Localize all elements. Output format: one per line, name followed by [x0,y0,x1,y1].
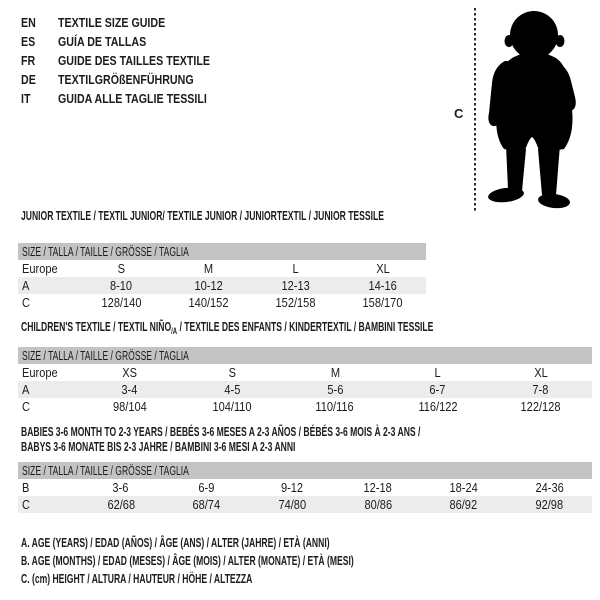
row-label: Europe [22,261,58,276]
age-cell: 14-16 [368,278,397,293]
table-row-height [18,496,592,513]
months-cell: 24-36 [535,480,564,495]
height-cell: 74/80 [278,497,307,512]
height-cell: 128/140 [101,295,142,310]
height-cell: 92/98 [535,497,564,512]
age-cell: 6-7 [429,382,446,397]
months-cell: 3-6 [112,480,129,495]
age-cell: 8-10 [110,278,133,293]
table-header-row [18,243,426,260]
height-marker-label: C [454,106,464,121]
row-label: C [22,295,30,310]
table-row-europe [18,364,592,381]
language-label: TEXTILE SIZE GUIDE [58,15,166,30]
junior-size-table [18,243,426,311]
table-header-row [18,347,592,364]
age-cell: 12-13 [281,278,310,293]
size-cell: L [434,365,441,380]
height-cell: 116/122 [418,399,458,414]
footnote-a: A. AGE (YEARS) / EDAD (AÑOS) / ÂGE (ANS) / ALTER (JAHRE) / ETÀ (ANNI) [21,535,330,550]
age-cell: 10-12 [194,278,223,293]
height-cell: 98/104 [112,399,147,414]
language-row-fr [21,51,243,70]
months-cell: 9-12 [281,480,304,495]
table-row-months [18,479,592,496]
height-cell: 68/74 [192,497,221,512]
height-cell: 140/152 [188,295,229,310]
language-code: FR [21,53,36,68]
language-row-es [21,32,243,51]
babies-table-title-line2 [21,439,437,454]
age-cell: 5-6 [327,382,343,397]
children-size-table [18,347,592,415]
height-cell: 80/86 [364,497,392,512]
language-list [21,13,243,108]
size-cell: M [203,261,214,276]
size-cell: L [292,261,299,276]
size-cell: S [228,365,236,380]
babies-table-title-text1: BABIES 3-6 MONTH TO 2-3 YEARS / BEBÉS 3-6 MESES A 2-3 AÑOS / BÉBÉS 3-6 MOIS À 2-3 ANS / [21,424,421,439]
size-cell: S [117,261,126,276]
babies-table-title-text2: BABYS 3-6 MONATE BIS 2-3 JAHRE / BAMBINI 3-6 MESI A 2-3 ANNI [21,439,296,454]
size-header-label: SIZE / TALLA / TAILLE / GRÖSSE / TAGLIA [22,244,189,259]
row-label: Europe [22,365,58,380]
months-cell: 6-9 [198,480,215,495]
toddler-silhouette-icon [480,9,592,211]
row-label: A [22,382,30,397]
junior-table-title [21,208,571,223]
height-cell: 104/110 [212,399,252,414]
height-dashed-line [474,8,476,213]
months-cell: 18-24 [449,480,478,495]
height-cell: 152/158 [275,295,316,310]
age-cell: 3-4 [121,382,138,397]
table-row-europe [18,260,426,277]
size-header-label: SIZE / TALLA / TAILLE / GRÖSSE / TAGLIA [22,463,189,478]
language-row-it [21,89,243,108]
height-cell: 62/68 [107,497,135,512]
language-code: ES [21,34,36,49]
language-code: DE [21,72,36,87]
height-cell: 158/170 [362,295,403,310]
height-cell: 122/128 [520,399,561,414]
table-row-age [18,277,426,294]
children-table-title [21,319,600,339]
babies-table-title-line1 [21,424,600,439]
babies-size-table [18,462,592,513]
height-cell: 110/116 [315,399,355,414]
months-cell: 12-18 [363,480,392,495]
age-cell: 7-8 [532,382,549,397]
junior-table-title-text: JUNIOR TEXTILE / TEXTIL JUNIOR/ TEXTILE JUNIOR / JUNIORTEXTIL / JUNIOR TESSILE [21,208,384,223]
size-cell: XS [122,365,137,380]
size-header-label: SIZE / TALLA / TAILLE / GRÖSSE / TAGLIA [22,348,189,363]
size-cell: XL [533,365,548,380]
language-label: GUIDE DES TAILLES TEXTILE [58,53,211,68]
table-row-age [18,381,592,398]
nino-a-subscript: /A [171,326,178,336]
age-cell: 4-5 [224,382,241,397]
language-row-en [21,13,243,32]
footnote-c: C. (cm) HEIGHT / ALTURA / HAUTEUR / HÖHE / ALTEZZA [21,571,253,586]
legend-footnotes [21,534,525,588]
row-label: A [22,278,30,293]
language-label: TEXTILGRÖßENFÜHRUNG [58,72,194,87]
language-code: EN [21,15,36,30]
row-label: B [22,480,30,495]
language-code: IT [21,91,31,106]
language-label: GUIDA ALLE TAGLIE TESSILI [58,91,207,106]
language-row-de [21,70,243,89]
height-cell: 86/92 [449,497,478,512]
language-label: GUÍA DE TALLAS [58,34,147,49]
row-label: C [22,399,30,414]
footnote-b: B. AGE (MONTHS) / EDAD (MESES) / ÂGE (MOIS) / ALTER (MONATE) / ETÀ (MESI) [21,553,354,568]
size-cell: XL [375,261,390,276]
row-label: C [22,497,30,512]
table-header-row [18,462,592,479]
size-cell: M [330,365,340,380]
table-row-height [18,398,592,415]
table-row-height [18,294,426,311]
children-table-title-text: CHILDREN'S TEXTILE / TEXTIL $NIÑO_{/A}$ / TEXTILE DES ENFANTS / KINDERTEXTIL / BAMBINI TESSILE [21,319,434,336]
